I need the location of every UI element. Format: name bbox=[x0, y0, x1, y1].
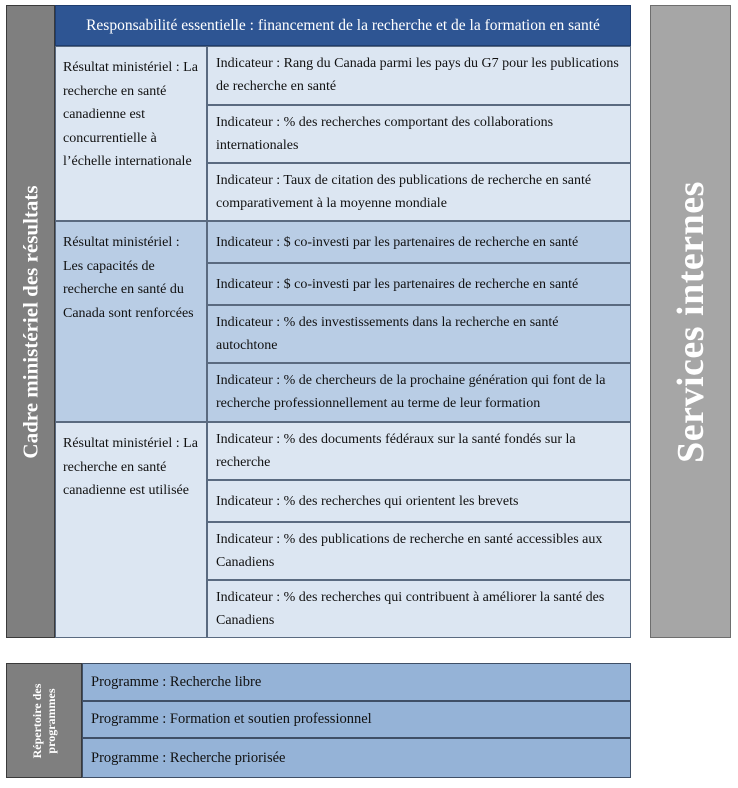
internal-services-label: Services internes bbox=[669, 180, 712, 463]
program-1: Programme : Recherche libre bbox=[82, 663, 631, 701]
program-inventory-band bbox=[6, 663, 82, 778]
result-2-indicator-3: Indicateur : % des investissements dans la recherche en santé autochtone bbox=[207, 305, 631, 363]
result-2-cell: Résultat ministériel : Les capacités de recherche en santé du Canada sont renforcées bbox=[55, 221, 207, 422]
result-3-indicator-4: Indicateur : % des recherches qui contribuent à améliorer la santé des Canadiens bbox=[207, 580, 631, 638]
result-2-indicator-2: Indicateur : $ co-investi par les partenaires de recherche en santé bbox=[207, 263, 631, 305]
result-2-indicator-4: Indicateur : % de chercheurs de la prochaine génération qui font de la recherche professionnellement au terme de leur formation bbox=[207, 363, 631, 422]
result-1-indicator-3: Indicateur : Taux de citation des publications de recherche en santé comparativement à la moyenne mondiale bbox=[207, 163, 631, 221]
result-1-cell: Résultat ministériel : La recherche en santé canadienne est concurrentielle à l’échelle internationale bbox=[55, 46, 207, 221]
internal-services-band bbox=[650, 5, 731, 638]
result-3-cell: Résultat ministériel : La recherche en santé canadienne est utilisée bbox=[55, 422, 207, 638]
core-responsibility-header: Responsabilité essentielle : financement de la recherche et de la formation en santé bbox=[55, 5, 631, 46]
program-3: Programme : Recherche priorisée bbox=[82, 738, 631, 778]
result-1-indicator-1: Indicateur : Rang du Canada parmi les pays du G7 pour les publications de recherche en santé bbox=[207, 46, 631, 105]
result-3-indicator-2: Indicateur : % des recherches qui orientent les brevets bbox=[207, 480, 631, 522]
results-framework-label: Cadre ministériel des résultats bbox=[18, 184, 42, 459]
result-3-indicator-3: Indicateur : % des publications de recherche en santé accessibles aux Canadiens bbox=[207, 522, 631, 580]
result-1-indicator-2: Indicateur : % des recherches comportant des collaborations internationales bbox=[207, 105, 631, 163]
program-2: Programme : Formation et soutien professionnel bbox=[82, 701, 631, 738]
results-framework-band bbox=[6, 5, 55, 638]
result-3-indicator-1: Indicateur : % des documents fédéraux sur la santé fondés sur la recherche bbox=[207, 422, 631, 480]
program-inventory-label: Répertoire des programmes bbox=[30, 683, 58, 758]
result-2-indicator-1: Indicateur : $ co-investi par les partenaires de recherche en santé bbox=[207, 221, 631, 263]
